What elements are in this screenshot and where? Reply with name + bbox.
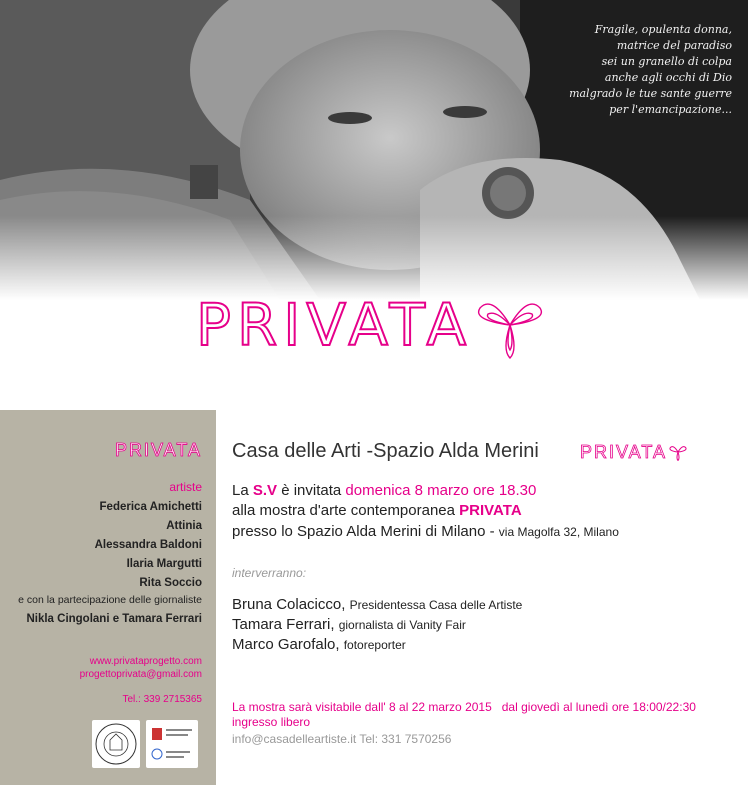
contact-links — [80, 655, 202, 681]
speakers-heading: interverranno: — [232, 566, 307, 580]
journalists-names: Nikla Cingolani e Tamara Ferrari — [26, 613, 202, 625]
speaker-name: Bruna Colacicco, — [232, 596, 346, 613]
invite-line-3 — [232, 523, 619, 540]
sidebar-panel — [0, 410, 216, 785]
speaker-role: fotoreporter — [343, 638, 406, 652]
poem-text — [552, 22, 732, 118]
brand-wordmark: PRIVATA — [196, 291, 473, 359]
invite-line-2 — [232, 502, 522, 519]
speaker-row — [232, 596, 522, 613]
speaker-row — [232, 636, 406, 653]
poem-line: malgrado le tue sante guerre — [569, 87, 732, 100]
invite-text: presso lo Spazio Alda Merini di Milano - — [232, 523, 499, 540]
invitee: S.V — [252, 482, 278, 499]
poem-line: sei un granello di colpa — [601, 55, 732, 68]
contact-info: info@casadelleartiste.it Tel: 331 7570256 — [232, 732, 452, 746]
casa-delle-artiste-seal — [92, 720, 140, 768]
poem-line: matrice del paradiso — [616, 39, 732, 52]
speaker-role: giornalista di Vanity Fair — [338, 618, 466, 632]
speaker-name: Marco Garofalo, — [232, 636, 340, 653]
venue-address: via Magolfa 32, Milano — [498, 525, 619, 539]
invite-line-1 — [232, 482, 536, 499]
speaker-name: Tamara Ferrari, — [232, 616, 335, 633]
venue-title: Casa delle Arti -Spazio Alda Merini — [232, 440, 539, 462]
speaker-role: Presidentessa Casa delle Artiste — [349, 598, 523, 612]
poem-line: per l'emancipazione... — [609, 103, 732, 116]
artist-name: Alessandra Baldoni — [94, 539, 202, 551]
artist-name: Federica Amichetti — [99, 501, 202, 513]
artist-name: Ilaria Margutti — [126, 558, 202, 570]
main-logo — [580, 442, 688, 463]
poem-line: Fragile, opulenta donna, — [594, 23, 732, 36]
speaker-row — [232, 616, 466, 633]
show-name: PRIVATA — [459, 502, 522, 519]
poem-line: anche agli occhi di Dio — [604, 71, 732, 84]
brand-logo-large — [196, 290, 548, 360]
heart-flower-icon — [472, 290, 548, 360]
participation-note: e con la partecipazione delle giornaliste — [18, 594, 202, 606]
artists-heading: artiste — [169, 480, 202, 494]
email-link[interactable]: progettoprivata@gmail.com — [79, 669, 202, 680]
invite-text: è invitata — [277, 482, 346, 499]
invite-text: alla mostra d'arte contemporanea — [232, 502, 460, 519]
entry-note: ingresso libero — [232, 715, 311, 729]
artists-list — [95, 498, 202, 593]
visit-hours: La mostra sarà visitabile dall' 8 al 22 marzo 2015 dal giovedì al lunedì ore 18:00/22:30 — [232, 700, 696, 714]
event-date: domenica 8 marzo ore 18.30 — [345, 482, 537, 499]
artist-name: Rita Soccio — [139, 577, 202, 589]
website-link[interactable]: www.privataprogetto.com — [89, 656, 202, 667]
invite-text: La — [232, 482, 253, 499]
heart-flower-icon — [668, 443, 688, 461]
municipal-logos — [146, 720, 198, 768]
artist-name: Attinia — [166, 520, 202, 532]
main-logo-wordmark: PRIVATA — [580, 442, 668, 462]
sidebar-logo: PRIVATA — [114, 440, 202, 460]
sidebar-phone: Tel.: 339 2715365 — [122, 694, 202, 705]
